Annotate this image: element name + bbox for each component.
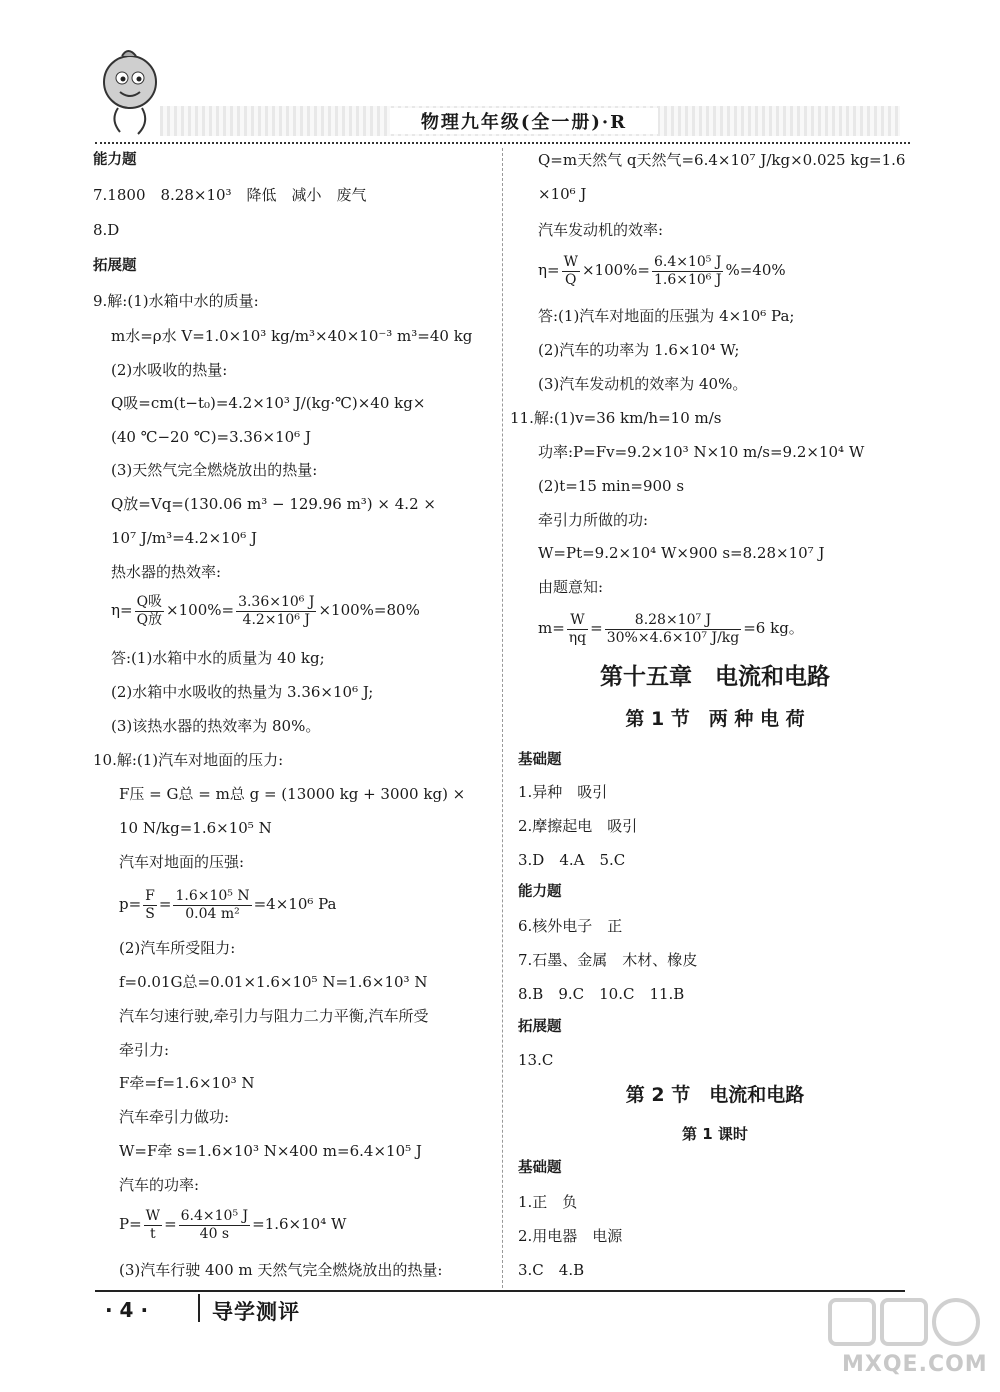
fraction bbox=[652, 254, 723, 289]
chapter-title: 第十五章 电流和电路 bbox=[600, 664, 830, 690]
page-header-title: 物理九年级(全一册)·R bbox=[390, 108, 658, 134]
answer-line: 7.1800 8.28×10³ 降低 减小 废气 bbox=[93, 186, 367, 204]
formula-text: m= bbox=[538, 619, 565, 637]
formula-text: %=40% bbox=[725, 261, 786, 279]
numerator: W bbox=[145, 1207, 161, 1224]
formula-line bbox=[119, 886, 337, 923]
answer-line: (2)水箱中水吸收的热量为 3.36×10⁶ J; bbox=[111, 683, 374, 701]
answer-line: 功率:P=Fv=9.2×10³ N×10 m/s=9.2×10⁴ W bbox=[538, 443, 865, 461]
denominator: 0.04 m² bbox=[185, 905, 240, 922]
denominator: Q放 bbox=[136, 611, 163, 628]
formula-text: P= bbox=[119, 1215, 142, 1233]
section-heading: 拓展题 bbox=[518, 1019, 562, 1035]
answer-line: 10.解:(1)汽车对地面的压力: bbox=[93, 751, 284, 769]
denominator: t bbox=[150, 1225, 156, 1242]
column-divider bbox=[502, 148, 503, 1288]
answer-line: 1.正 负 bbox=[518, 1193, 578, 1211]
fraction bbox=[135, 594, 164, 629]
numerator: 6.4×10⁵ J bbox=[653, 253, 722, 270]
formula-text: p= bbox=[119, 895, 142, 913]
formula-text: = bbox=[590, 619, 603, 637]
answer-line: 汽车发动机的效率: bbox=[538, 221, 664, 239]
answer-line: 11.解:(1)v=36 km/h=10 m/s bbox=[510, 409, 722, 427]
answer-line: 汽车匀速行驶,牵引力与阻力二力平衡,汽车所受 bbox=[119, 1007, 429, 1025]
answer-line: 13.C bbox=[518, 1051, 554, 1069]
answer-line: 2.摩擦起电 吸引 bbox=[518, 817, 638, 835]
page-header bbox=[0, 0, 1000, 160]
page-number: · 4 · bbox=[105, 1298, 149, 1322]
section-heading: 能力题 bbox=[93, 152, 137, 168]
formula-text: ×100%= bbox=[581, 261, 650, 279]
numerator: W bbox=[567, 612, 588, 630]
answer-line: m水=ρ水 V=1.0×10³ kg/m³×40×10⁻³ m³=40 kg bbox=[111, 327, 473, 345]
footer-separator bbox=[198, 1294, 200, 1322]
fraction bbox=[179, 1208, 250, 1243]
fraction bbox=[144, 1208, 162, 1243]
denominator: Q bbox=[565, 271, 577, 288]
formula-line bbox=[538, 252, 786, 289]
formula-line bbox=[119, 1206, 346, 1243]
answer-line: Q=m天然气 q天然气=6.4×10⁷ J/kg×0.025 kg=1.6 bbox=[538, 151, 906, 169]
formula-text: = bbox=[164, 1215, 177, 1233]
answer-line: (2)汽车所受阻力: bbox=[119, 939, 236, 957]
denominator: 40 s bbox=[199, 1225, 230, 1242]
numerator: Q吸 bbox=[136, 593, 163, 610]
answer-line: (2)汽车的功率为 1.6×10⁴ W; bbox=[538, 341, 740, 359]
answer-line: 答:(1)汽车对地面的压强为 4×10⁶ Pa; bbox=[538, 307, 795, 325]
footer-brand: 导学测评 bbox=[212, 1300, 300, 1324]
answer-line: (40 ℃−20 ℃)=3.36×10⁶ J bbox=[111, 428, 311, 446]
section-heading: 基础题 bbox=[518, 1160, 562, 1176]
fraction bbox=[236, 594, 316, 629]
answer-line: 6.核外电子 正 bbox=[518, 917, 623, 935]
formula-line bbox=[111, 592, 420, 629]
answer-line: Q放=Vq=(130.06 m³ − 129.96 m³) × 4.2 × bbox=[111, 495, 436, 513]
answer-line: ×10⁶ J bbox=[538, 185, 587, 203]
formula-text: =4×10⁶ Pa bbox=[253, 895, 337, 913]
watermark-text: MXQE.COM bbox=[842, 1352, 988, 1377]
answer-line: W=Pt=9.2×10⁴ W×900 s=8.28×10⁷ J bbox=[538, 544, 825, 562]
numerator: 6.4×10⁵ J bbox=[180, 1207, 249, 1224]
answer-line: 汽车对地面的压强: bbox=[119, 853, 245, 871]
answer-line: (3)汽车发动机的效率为 40%。 bbox=[538, 375, 748, 393]
footer-rule bbox=[95, 1290, 905, 1292]
answer-line: (3)汽车行驶 400 m 天然气完全燃烧放出的热量: bbox=[119, 1261, 443, 1279]
answer-line: (2)t=15 min=900 s bbox=[538, 477, 685, 495]
answer-line: (3)天然气完全燃烧放出的热量: bbox=[111, 461, 318, 479]
answer-line: 热水器的热效率: bbox=[111, 563, 222, 581]
formula-text: ×100%=80% bbox=[318, 601, 420, 619]
answer-line: F牵=f=1.6×10³ N bbox=[119, 1074, 255, 1092]
formula-text: =6 kg。 bbox=[743, 619, 804, 637]
answer-line: 2.用电器 电源 bbox=[518, 1227, 623, 1245]
formula-line bbox=[538, 610, 804, 647]
answer-line: 牵引力所做的功: bbox=[538, 511, 649, 529]
fraction bbox=[567, 612, 588, 647]
fraction bbox=[143, 888, 157, 923]
numerator: 3.36×10⁶ J bbox=[238, 593, 315, 610]
denominator: 30%×4.6×10⁷ J/kg bbox=[606, 629, 740, 646]
header-rule bbox=[95, 142, 910, 144]
answer-line: 9.解:(1)水箱中水的质量: bbox=[93, 292, 259, 310]
numerator: F bbox=[145, 887, 155, 904]
answer-line: F压 = G总 = m总 g = (13000 kg + 3000 kg) × bbox=[119, 785, 466, 803]
answer-line: W=F牵 s=1.6×10³ N×400 m=6.4×10⁵ J bbox=[119, 1142, 422, 1160]
answer-line: 由题意知: bbox=[538, 578, 604, 596]
numerator: W bbox=[563, 253, 578, 270]
answer-line: Q吸=cm(t−t₀)=4.2×10³ J/(kg·℃)×40 kg× bbox=[111, 394, 426, 412]
answer-line: 8.B 9.C 10.C 11.B bbox=[518, 985, 685, 1003]
fraction bbox=[173, 888, 251, 923]
answer-line: 汽车牵引力做功: bbox=[119, 1108, 230, 1126]
answer-line: (3)该热水器的热效率为 80%。 bbox=[111, 717, 321, 735]
answer-line: 答:(1)水箱中水的质量为 40 kg; bbox=[111, 649, 325, 667]
section-heading: 能力题 bbox=[518, 884, 562, 900]
denominator: S bbox=[145, 905, 155, 922]
formula-text: ×100%= bbox=[166, 601, 235, 619]
numerator: 1.6×10⁵ N bbox=[175, 887, 250, 904]
formula-text: = bbox=[158, 895, 172, 913]
answer-line: 10 N/kg=1.6×10⁵ N bbox=[119, 819, 272, 837]
answer-line: 牵引力: bbox=[119, 1041, 170, 1059]
answer-line: 1.异种 吸引 bbox=[518, 783, 608, 801]
answer-line: 3.C 4.B bbox=[518, 1261, 585, 1279]
section-title: 第 1 节 两 种 电 荷 bbox=[625, 708, 805, 730]
denominator: 4.2×10⁶ J bbox=[242, 611, 311, 628]
formula-text: η= bbox=[538, 261, 560, 279]
denominator: 1.6×10⁶ J bbox=[653, 271, 722, 288]
fraction bbox=[605, 612, 742, 647]
answer-line: 8.D bbox=[93, 221, 120, 239]
answer-line: (2)水吸收的热量: bbox=[111, 361, 228, 379]
numerator: 8.28×10⁷ J bbox=[605, 612, 742, 630]
answer-line: 3.D 4.A 5.C bbox=[518, 851, 626, 869]
mascot-logo bbox=[92, 48, 164, 140]
fraction bbox=[562, 254, 580, 289]
answer-line: 10⁷ J/m³=4.2×10⁶ J bbox=[111, 529, 258, 547]
denominator: ηq bbox=[568, 629, 587, 646]
lesson-title: 第 1 课时 bbox=[682, 1125, 748, 1143]
formula-text: η= bbox=[111, 601, 133, 619]
section-heading: 基础题 bbox=[518, 752, 562, 768]
formula-text: =1.6×10⁴ W bbox=[252, 1215, 347, 1233]
section-title: 第 2 节 电流和电路 bbox=[625, 1084, 805, 1106]
answer-line: 7.石墨、金属 木材、橡皮 bbox=[518, 951, 698, 969]
section-heading: 拓展题 bbox=[93, 258, 137, 274]
answer-line: 汽车的功率: bbox=[119, 1176, 200, 1194]
answer-line: f=0.01G总=0.01×1.6×10⁵ N=1.6×10³ N bbox=[119, 973, 428, 991]
